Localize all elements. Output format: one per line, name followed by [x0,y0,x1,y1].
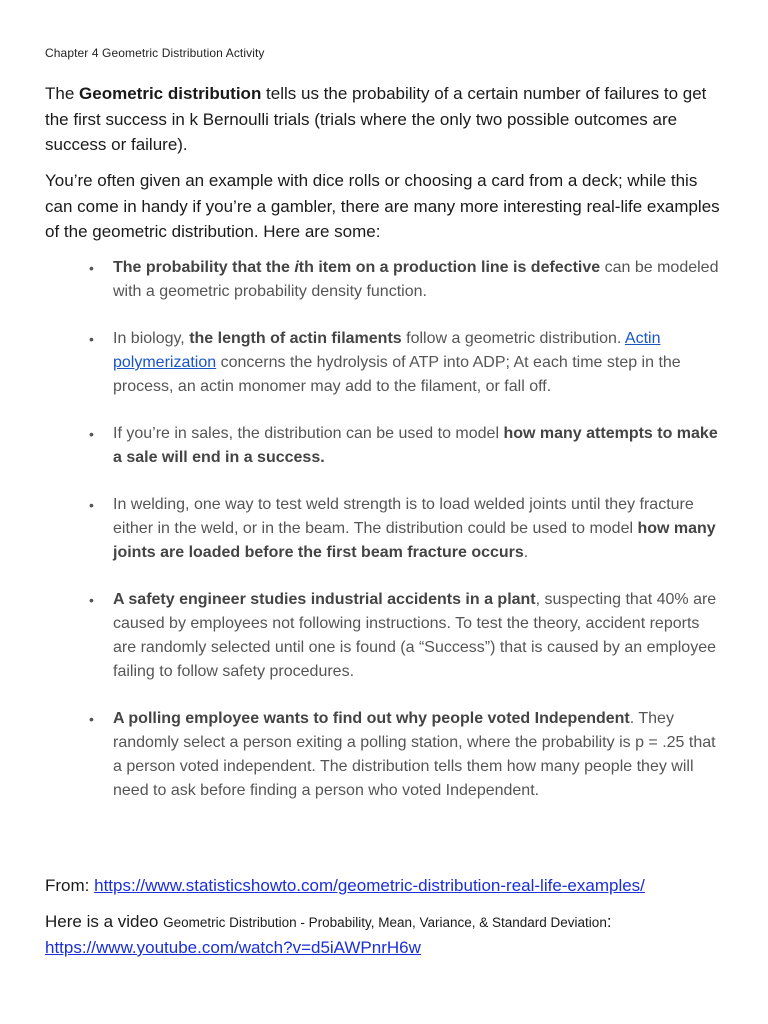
b6-rest: . They randomly select a person exiting a polling station, where the probability is p = .25 that a person voted independent. The distribution tells them how many people they will need to ask before finding a person who voted Independent. [113,710,716,799]
intro-paragraph [45,81,725,158]
list-item [45,422,725,470]
examples-intro-paragraph: You’re often given an example with dice rolls or choosing a card from a deck; while this can come in handy if you’re a gambler, there are many more interesting real-life examples of the geometric distribution. Here are some: [45,171,720,241]
b3-bold: how many attempts to make a sale will end in a success. [113,425,718,466]
source-line [45,873,645,898]
list-item [45,327,725,399]
list-item [45,256,725,304]
video-label: Here is a video [45,912,164,931]
b1-bold-a: The probability that the [113,259,295,276]
b3-pre: If you’re in sales, the distribution can be used to model [113,425,504,442]
b5-rest: , suspecting that 40% are caused by employees not following instructions. To test the theory, accident reports are randomly selected until one is found (a “Success”) that is caused by an employee failing to follow safety procedures. [113,591,717,680]
intro-bold-term: Geometric distribution [79,84,262,103]
intro-rest: tells us the probability of a certain number of failures to get the first success in k Bernoulli trials (trials where the only two possible outcomes are success or failure). [45,84,707,154]
b5-bold: A safety engineer studies industrial accidents in a plant [113,591,536,608]
list-item [45,707,725,803]
b2-rest: concerns the hydrolysis of ATP into ADP; At each time step in the process, an actin monomer may add to the filament, or fall off. [113,354,681,395]
from-label: From: [45,876,95,895]
list-item [45,493,725,565]
video-colon: : [606,912,612,931]
video-line [45,909,725,960]
b4-bold: how many joints are loaded before the first beam fracture occurs [113,520,716,561]
b1-italic: i [294,259,299,276]
list-item [45,588,725,684]
b6-bold: A polling employee wants to find out why people voted Independent [113,710,630,727]
examples-list [45,256,725,803]
b1-bold-b: th item on a production line is defective [298,259,601,276]
document-title: Chapter 4 Geometric Distribution Activity [45,46,265,60]
video-link[interactable]: https://www.youtube.com/watch?v=d5iAWPnrH6w [45,938,421,957]
b1-rest: can be modeled with a geometric probability density function. [113,259,719,300]
b2-mid: follow a geometric distribution. [401,330,625,347]
actin-polymerization-link[interactable]: Actin polymerization [113,330,661,371]
b4-rest: . [523,544,529,561]
video-title: Geometric Distribution - Probability, Mean, Variance, & Standard Deviation [163,915,607,930]
intro-the: The [45,84,80,103]
b2-bold: the length of actin filaments [189,330,402,347]
source-link[interactable]: https://www.statisticshowto.com/geometric-distribution-real-life-examples/ [94,876,645,895]
b4-pre: In welding, one way to test weld strength is to load welded joints until they fracture either in the weld, or in the beam. The distribution could be used to model [113,496,694,537]
b2-pre: In biology, [113,330,190,347]
